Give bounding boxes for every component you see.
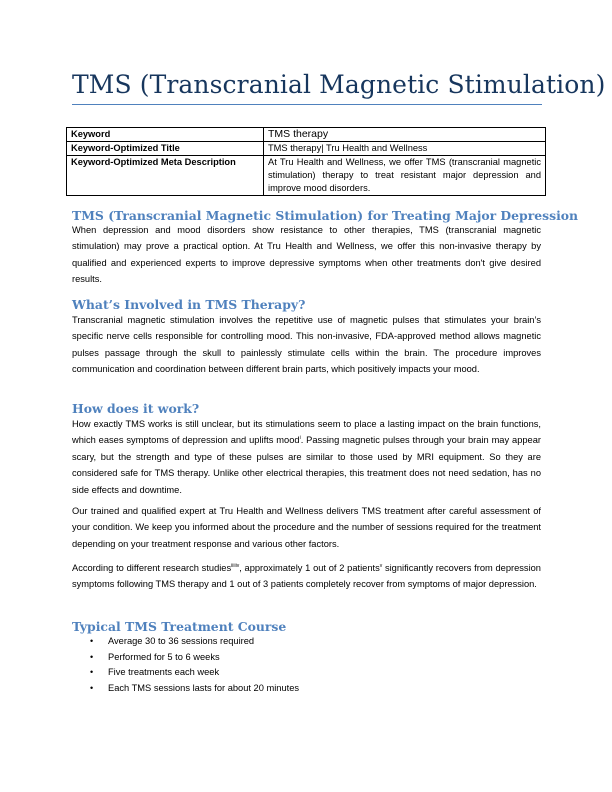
footnote-ref[interactable]: i — [299, 435, 301, 442]
footnote-ref[interactable]: v — [379, 562, 383, 569]
keyword-title-row — [67, 142, 546, 156]
expert-paragraph: Our trained and qualified expert at Tru Health and Wellness delivers TMS treatment after careful assessment of your condition. We keep you informed about the procedure and the number of sessions required for the treatment depending on your treatment response and various other factors. — [72, 506, 541, 549]
section-heading-major-depression: TMS (Transcranial Magnetic Stimulation) for Treating Major Depression — [72, 208, 579, 223]
list-item: • Average 30 to 36 sessions required — [72, 634, 299, 650]
section-heading-treatment-course: Typical TMS Treatment Course — [72, 619, 287, 634]
meta-description-value: At Tru Health and Wellness, we offer TMS (transcranial magnetic stimulation) therapy to treat resistant major depression and improve mood disorders. — [264, 156, 546, 196]
keyword-row — [67, 128, 546, 142]
list-item: • Performed for 5 to 6 weeks — [72, 650, 299, 666]
section-heading-how-it-works: How does it work? — [72, 401, 200, 416]
list-item: • Five treatments each week — [72, 665, 299, 681]
title-underline — [72, 104, 542, 105]
section-heading-whats-involved: What’s Involved in TMS Therapy? — [72, 297, 306, 312]
keyword-label: Keyword — [67, 128, 264, 142]
footnote-ref[interactable]: iiiiiv — [231, 562, 240, 569]
keyword-value: TMS therapy — [264, 128, 546, 142]
bullet-icon: • — [90, 636, 94, 646]
research-paragraph: According to different research studies$^{iiiiiv}$, approximately 1 out of 2 patients$^v$ significantly recovers from depression symptoms following TMS therapy and 1 out of 3 patients completely recover from symptoms of major depression. — [72, 562, 541, 590]
meta-description-row — [67, 156, 546, 196]
bullet-icon: • — [90, 667, 94, 677]
bullet-icon: • — [90, 651, 94, 662]
treatment-course-list — [72, 634, 299, 696]
how-it-works-paragraph: How exactly TMS works is still unclear, but its stimulations seem to place a lasting impact on the brain functions, which eases symptoms of depression and uplifts mood$^i$. Passing magnetic pulses through your brain may appear scary, but the strength and type of these pulses are similar to those used by MRI equipment. So they are considered safe for TMS therapy. Unlike other electrical therapies, this treatment does not need sedation, has no side effects and downtime. — [72, 419, 541, 495]
intro-paragraph: When depression and mood disorders show resistance to other therapies, TMS (transcranial magnetic stimulation) may prove a practical option. At Tru Health and Wellness, we offer this non-invasive therapy by qualified and experienced experts to improve depressive symptoms when other treatments don't give desired results. — [72, 225, 541, 285]
bullet-icon: • — [90, 682, 94, 693]
document-title: TMS (Transcranial Magnetic Stimulation) — [72, 70, 606, 99]
meta-description-label: Keyword-Optimized Meta Description — [67, 156, 264, 196]
whats-involved-paragraph: Transcranial magnetic stimulation involves the repetitive use of magnetic pulses that stimulates your brain’s specific nerve cells responsible for controlling mood. This non-invasive, FDA-approved method allows magnetic pulses passage through the skull to painlessly stimulate cells within the brain. The procedure improves communication and coordination between different brain parts, which positively impacts your mood. — [72, 315, 541, 375]
keyword-title-value: TMS therapy| Tru Health and Wellness — [264, 142, 546, 156]
list-item: • Each TMS sessions lasts for about 20 minutes — [72, 681, 299, 697]
keyword-title-label: Keyword-Optimized Title — [67, 142, 264, 156]
keyword-table — [66, 127, 546, 196]
